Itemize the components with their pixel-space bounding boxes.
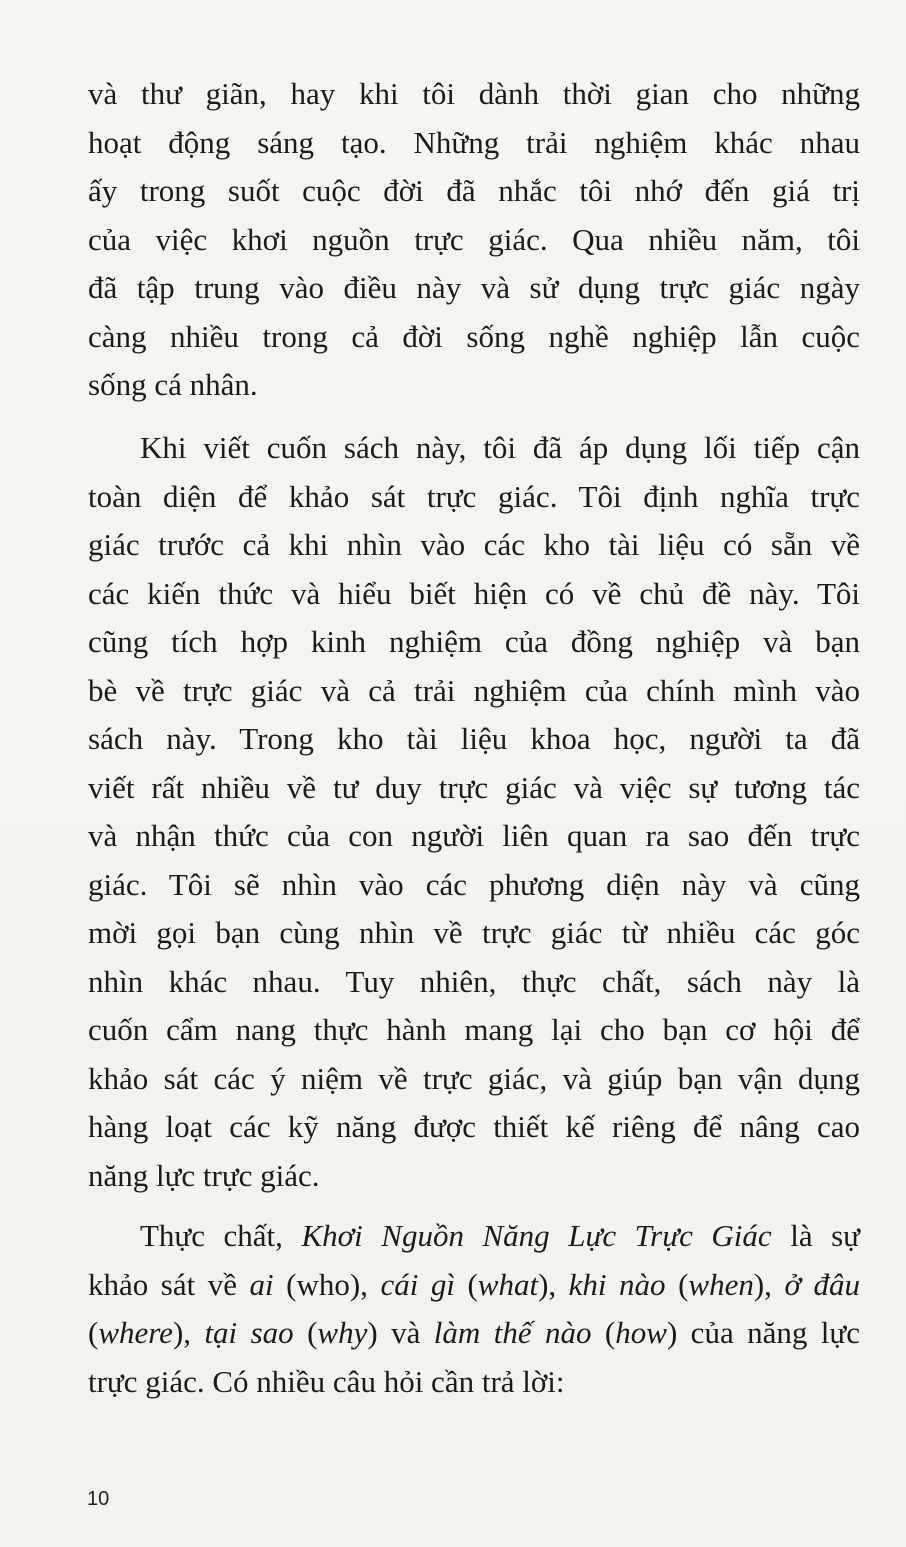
- italic-term: tại sao: [204, 1315, 294, 1350]
- text-line: năng lực trực giác.: [88, 1157, 320, 1193]
- text-line: [88, 1212, 860, 1261]
- text-run: ) và: [367, 1315, 434, 1350]
- paragraph-3: [88, 1212, 860, 1406]
- text-run: là sự: [771, 1218, 860, 1253]
- text-line: các kiến thức và hiểu biết hiện có về chủ đề này. Tôi: [88, 575, 860, 611]
- page-number: 10: [87, 1488, 110, 1510]
- italic-term: cái gì: [380, 1266, 455, 1302]
- paragraph-2: [88, 424, 860, 1200]
- italic-term: when: [688, 1266, 754, 1302]
- italic-term: what: [477, 1266, 539, 1302]
- text-run: (: [665, 1266, 689, 1302]
- text-line: giác trước cả khi nhìn vào các kho tài liệu có sẵn về: [88, 527, 860, 562]
- text-line: [88, 1309, 860, 1358]
- text-line: [88, 1261, 860, 1310]
- italic-term: ai: [249, 1266, 274, 1302]
- text-line: càng nhiều trong cả đời sống nghề nghiệp lẫn cuộc: [88, 318, 860, 354]
- italic-term: why: [317, 1315, 368, 1350]
- text-line: và nhận thức của con người liên quan ra sao đến trực: [88, 818, 860, 853]
- italic-term: where: [98, 1315, 173, 1350]
- text-line: Khi viết cuốn sách này, tôi đã áp dụng lối tiếp cận: [140, 430, 860, 465]
- text-line: sống cá nhân.: [88, 367, 258, 402]
- italic-term: khi nào: [568, 1266, 666, 1302]
- book-title: Khơi Nguồn Năng Lực Trực Giác: [301, 1218, 772, 1253]
- text-run: ),: [753, 1266, 785, 1302]
- text-run: khảo sát về: [88, 1266, 250, 1302]
- text-line: bè về trực giác và cả trải nghiệm của chính mình vào: [88, 672, 860, 708]
- text-line: cuốn cẩm nang thực hành mang lại cho bạn cơ hội để: [88, 1012, 860, 1047]
- text-line: hàng loạt các kỹ năng được thiết kế riêng để nâng cao: [88, 1109, 860, 1144]
- text-run: (: [454, 1266, 478, 1302]
- italic-term: ở đâu: [784, 1266, 860, 1302]
- text-line: đã tập trung vào điều này và sử dụng trực giác ngày: [88, 270, 860, 305]
- italic-term: làm thế nào: [433, 1315, 592, 1350]
- text-run: (: [591, 1315, 616, 1350]
- paragraph-1: [88, 70, 860, 410]
- text-line: cũng tích hợp kinh nghiệm của đồng nghiệp và bạn: [88, 624, 860, 659]
- text-line: hoạt động sáng tạo. Những trải nghiệm khác nhau: [88, 124, 860, 160]
- text-line: và thư giãn, hay khi tôi dành thời gian cho những: [88, 76, 860, 111]
- text-run: (: [293, 1315, 318, 1350]
- text-line: ấy trong suốt cuộc đời đã nhắc tôi nhớ đến giá trị: [88, 173, 860, 208]
- text-line: mời gọi bạn cùng nhìn về trực giác từ nhiều các góc: [88, 915, 860, 950]
- text-line: viết rất nhiều về tư duy trực giác và việc sự tương tác: [88, 769, 860, 805]
- text-run: ),: [538, 1266, 569, 1302]
- text-line: toàn diện để khảo sát trực giác. Tôi định nghĩa trực: [88, 478, 860, 514]
- text-line: của việc khơi nguồn trực giác. Qua nhiều năm, tôi: [88, 221, 860, 257]
- text-line: sách này. Trong kho tài liệu khoa học, người ta đã: [88, 721, 860, 756]
- text-run: ) của năng lực: [666, 1315, 860, 1350]
- text-run: (who),: [273, 1266, 381, 1302]
- text-run: (: [88, 1315, 99, 1350]
- text-line: giác. Tôi sẽ nhìn vào các phương diện này và cũng: [88, 866, 860, 902]
- text-line: nhìn khác nhau. Tuy nhiên, thực chất, sách này là: [88, 963, 860, 999]
- text-line: trực giác. Có nhiều câu hỏi cần trả lời:: [88, 1363, 565, 1399]
- text-run: Thực chất,: [140, 1218, 302, 1253]
- text-run: ),: [172, 1315, 205, 1350]
- italic-term: how: [615, 1315, 667, 1350]
- text-line: khảo sát các ý niệm về trực giác, và giúp bạn vận dụng: [88, 1060, 860, 1096]
